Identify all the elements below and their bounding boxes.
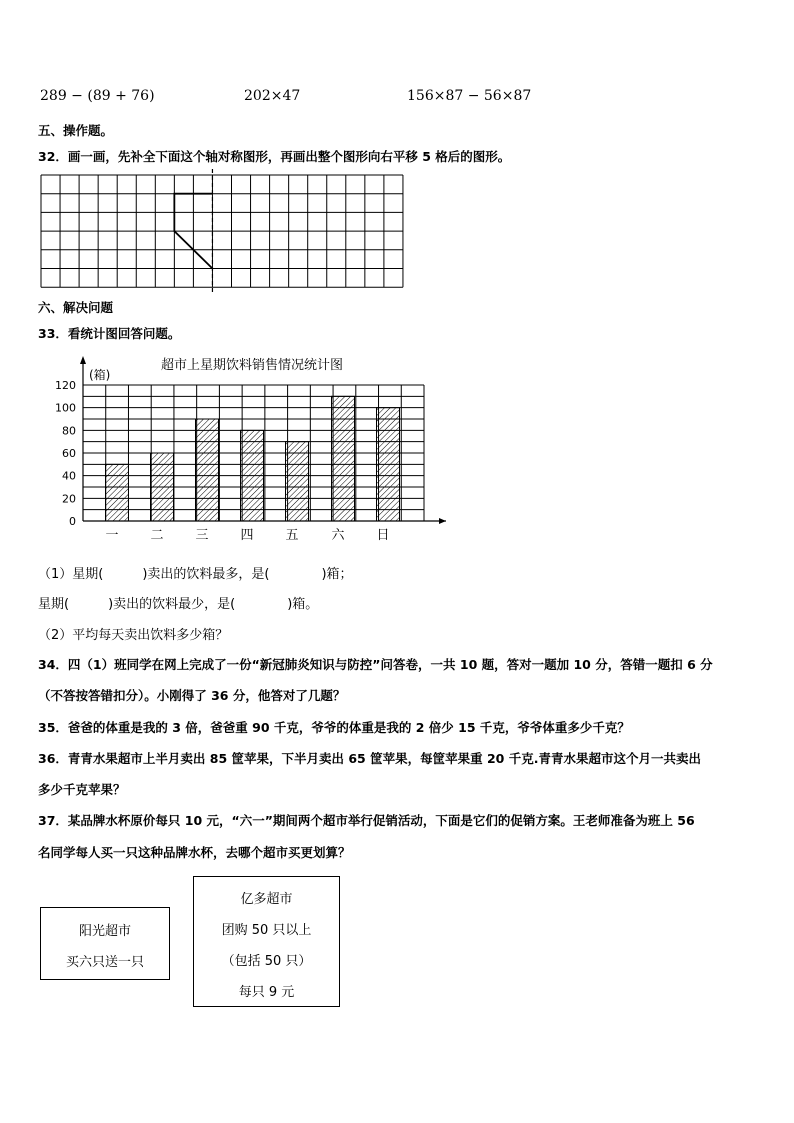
chart-title: 超市上星期饮料销售情况统计图 <box>160 358 344 373</box>
shop-a-box <box>40 907 170 980</box>
bar-五 <box>286 442 309 521</box>
x-tick-label: 二 <box>150 528 164 543</box>
x-axis-arrow <box>439 518 446 524</box>
shop-b-name: 亿多超市 <box>240 892 293 907</box>
y-axis-label: (箱) <box>89 368 111 382</box>
y-tick-label: 40 <box>62 469 76 483</box>
x-tick-label: 五 <box>285 528 299 543</box>
expression-2: 202×47 <box>244 88 301 104</box>
shop-a-name: 阳光超市 <box>78 924 131 939</box>
question-35: 35．爸爸的体重是我的 3 倍，爸爸重 90 千克，爷爷的体重是我的 2 倍少 15 千克，爷爷体重多少千克？ <box>38 720 630 735</box>
shop-b-line1: 团购 50 只以上 <box>221 923 312 938</box>
bar-六 <box>332 396 355 521</box>
y-axis-arrow <box>80 356 86 364</box>
x-tick-label: 日 <box>376 528 390 543</box>
bar-一 <box>106 464 129 521</box>
question-32: 32．画一画，先补全下面这个轴对称图形，再画出整个图形向右平移 5 格后的图形。 <box>38 149 511 164</box>
expression-1: 289 − (89 + 76) <box>40 88 155 104</box>
bar-四 <box>241 430 264 521</box>
question-33-2: （2）平均每天卖出饮料多少箱？ <box>38 628 229 643</box>
question-33-1-line1: （1）星期( )卖出的饮料最多，是( )箱； <box>38 567 353 582</box>
shop-a-offer: 买六只送一只 <box>65 955 144 970</box>
expression-3: 156×87 − 56×87 <box>407 88 532 104</box>
y-tick-label: 0 <box>69 515 76 528</box>
bar-二 <box>151 453 174 521</box>
question-36-line1: 36．青青水果超市上半月卖出 85 筐苹果，下半月卖出 65 筐苹果，每筐苹果重 20 千克.青青水果超市这个月一共卖出 <box>38 751 701 766</box>
question-37-line1: 37．某品牌水杯原价每只 10 元，“六一”期间两个超市举行促销活动，下面是它们的促销方案。王老师准备为班上 56 <box>38 813 695 828</box>
shop-b-line2: （包括 50 只） <box>221 954 312 969</box>
shop-b-line3: 每只 9 元 <box>238 985 295 1000</box>
question-34-line2: （不答按答错扣分）。小刚得了 36 分，他答对了几题？ <box>38 688 346 703</box>
y-tick-label: 20 <box>62 492 76 506</box>
question-33: 33．看统计图回答问题。 <box>38 326 181 341</box>
x-tick-label: 四 <box>240 528 254 543</box>
x-tick-label: 一 <box>105 528 119 543</box>
bar-日 <box>377 408 400 521</box>
y-tick-label: 120 <box>55 379 76 392</box>
section-5-heading: 五、操作题。 <box>38 123 114 138</box>
section-6-heading: 六、解决问题 <box>38 300 114 315</box>
y-tick-label: 60 <box>62 447 76 460</box>
y-tick-label: 80 <box>62 424 76 438</box>
question-34-line1: 34．四（1）班同学在网上完成了一份“新冠肺炎知识与防控”问答卷，一共 10 题，答对一题加 10 分，答错一题扣 6 分 <box>38 657 713 672</box>
question-37-line2: 名同学每人买一只这种品牌水杯，去哪个超市买更划算？ <box>38 845 351 860</box>
question-36-line2: 多少千克苹果？ <box>38 782 126 797</box>
x-tick-label: 六 <box>331 528 345 543</box>
y-tick-label: 100 <box>55 401 76 415</box>
bar-三 <box>196 419 219 521</box>
shop-b-box <box>193 876 340 1007</box>
question-33-1-line2: 星期( )卖出的饮料最少，是( )箱。 <box>38 597 319 612</box>
x-tick-label: 三 <box>195 528 209 543</box>
